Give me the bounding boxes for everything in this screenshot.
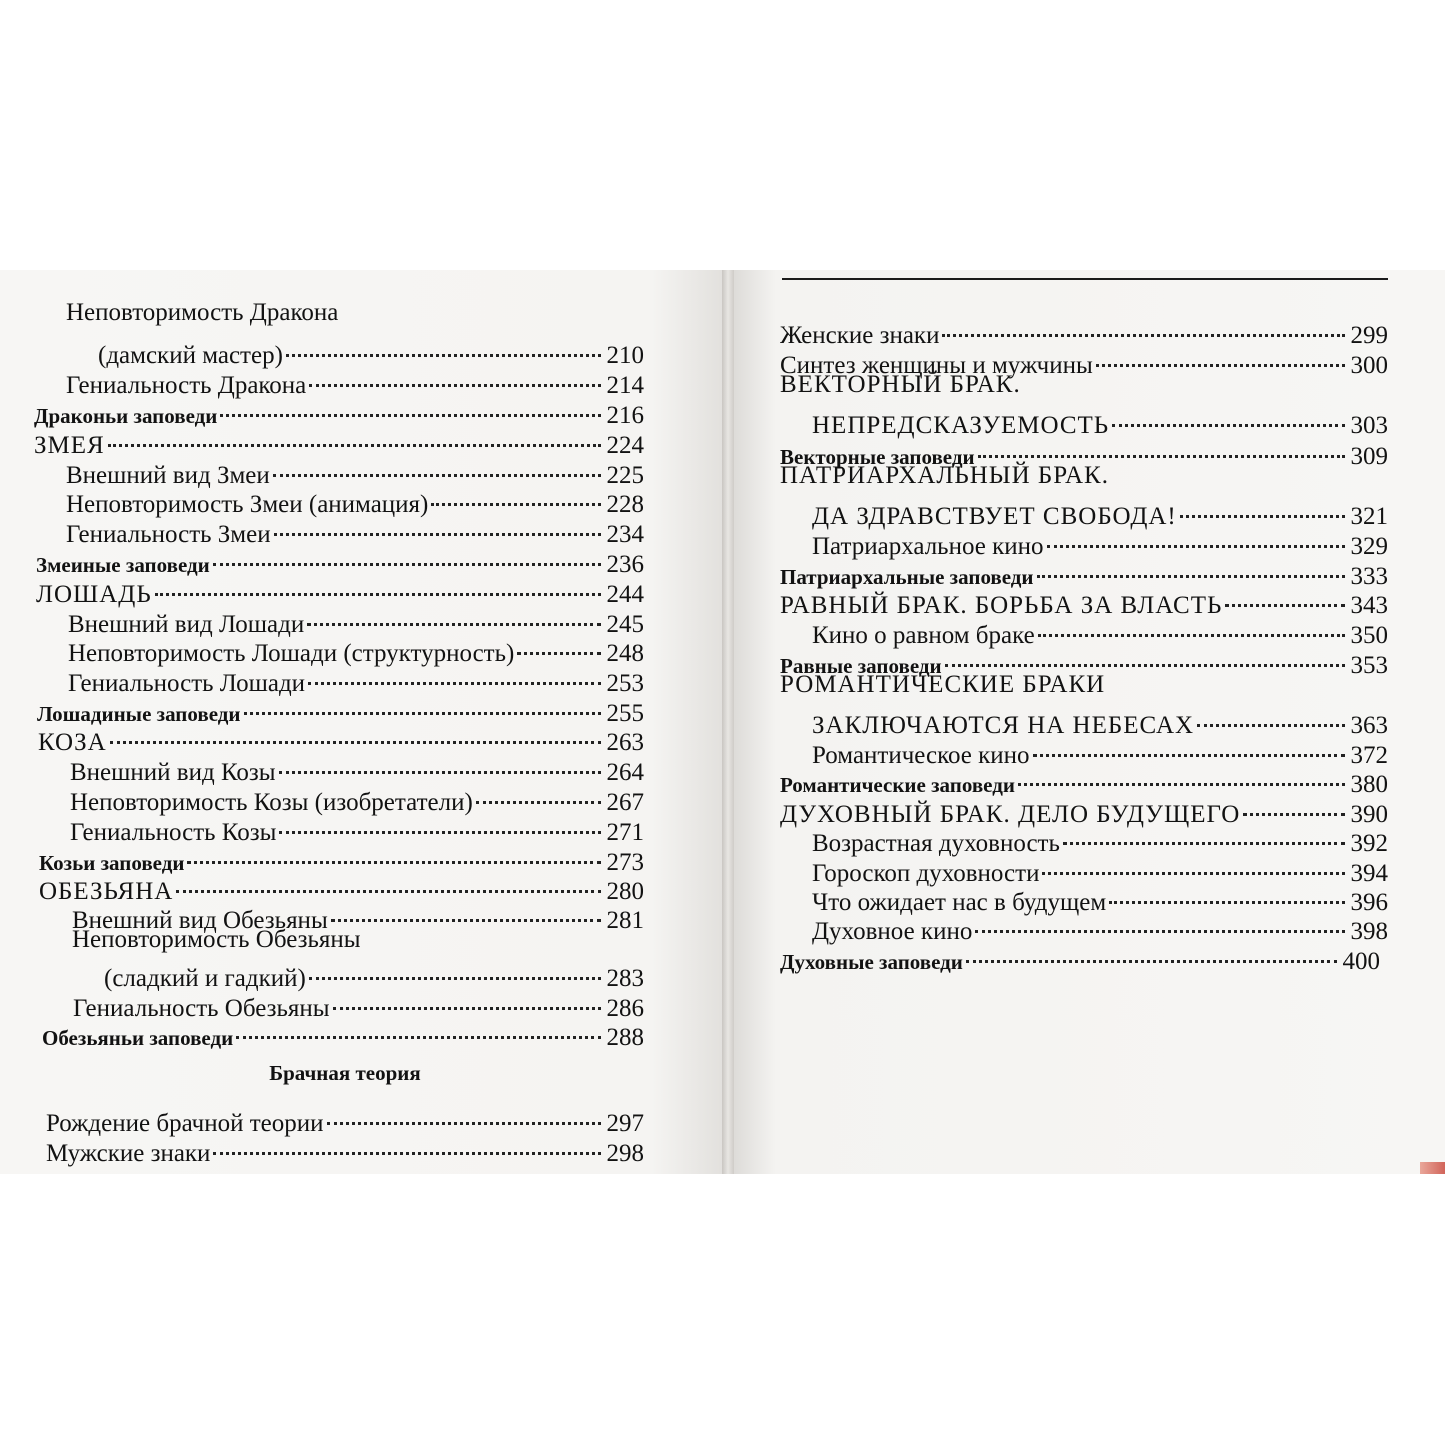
toc-entry: Рождение брачной теории 297 [46,1098,644,1128]
toc-entry: Синтез женщины и мужчины 300 [780,340,1388,370]
toc-entry: Кино о равном браке 350 [812,610,1388,640]
toc-entry-chapter: РАВНЫЙ БРАК. БОРЬБА ЗА ВЛАСТЬ 343 [780,580,1388,610]
toc-entry: Гениальность Козы 271 [70,807,644,837]
toc-entry-commandments: Змеиные заповеди 236 [36,539,644,569]
toc-line-chapter: ПАТРИАРХАЛЬНЫЙ БРАК. [780,462,1109,489]
toc-entry: Внешний вид Змеи 225 [66,450,644,480]
toc-entry: Что ожидает нас в будущем 396 [812,877,1388,907]
toc-entry: Гениальность Змеи 234 [66,509,644,539]
header-rule [782,278,1388,280]
toc-entry: Внешний вид Лошади 245 [68,599,644,629]
section-title: Брачная теория [269,1061,421,1085]
toc-entry-commandments: Драконьи заповеди 216 [34,390,644,420]
book-gutter [722,270,734,1174]
toc-line-dragon-uniqueness: Неповторимость Дракона [66,299,339,326]
toc-line-chapter: РОМАНТИЧЕСКИЕ БРАКИ [780,671,1106,698]
toc-entry: Мужские знаки 298 [46,1128,644,1158]
toc-entry-chapter: ЗАКЛЮЧАЮТСЯ НА НЕБЕСАХ 363 [812,700,1388,730]
toc-line-chapter: ВЕКТОРНЫЙ БРАК. [780,371,1021,398]
toc-entry: Гениальность Лошади 253 [68,658,644,688]
toc-entry-chapter: ДА ЗДРАВСТВУЕТ СВОБОДА! 321 [812,491,1388,521]
toc-entry: Неповторимость Лошади (структурность) 248 [68,628,644,658]
cover-edge [1420,1162,1445,1174]
toc-entry: Гениальность Дракона 214 [66,360,644,390]
toc-entry-commandments: Козьи заповеди 273 [39,837,644,867]
toc-entry: Духовное кино 398 [812,906,1388,936]
toc-entry: Гениальность Обезьяны 286 [73,983,644,1013]
toc-entry-commandments: Обезьяньи заповеди 288 [42,1012,644,1042]
toc-entry: Внешний вид Обезьяны 281 [72,895,644,925]
toc-entry: (сладкий и гадкий) 283 [104,953,644,983]
toc-entry-chapter: ЛОШАДЬ 244 [36,569,644,599]
toc-entry-commandments: Векторные заповеди 309 [780,431,1388,461]
toc-entry: Женские знаки 299 [780,310,1388,340]
toc-entry-commandments: Лошадиные заповеди 255 [37,688,644,718]
toc-entry-commandments: Равные заповеди 353 [780,640,1388,670]
toc-entry-commandments: Духовные заповеди 400 [780,936,1380,966]
toc-entry-commandments: Романтические заповеди 380 [780,759,1388,789]
toc-entry: (дамский мастер) 210 [98,330,644,360]
toc-entry: Внешний вид Козы 264 [70,747,644,777]
toc-entry-chapter: КОЗА 263 [38,717,644,747]
toc-entry-commandments: Патриархальные заповеди 333 [780,551,1388,581]
toc-entry-chapter: НЕПРЕДСКАЗУЕМОСТЬ 303 [812,400,1388,430]
toc-entry-chapter: ДУХОВНЫЙ БРАК. ДЕЛО БУДУЩЕГО 390 [780,789,1388,819]
toc-entry: Романтическое кино 372 [812,730,1388,760]
toc-entry-chapter: ЗМЕЯ 224 [34,420,644,450]
toc-entry: Патриархальное кино 329 [812,521,1388,551]
toc-line-monkey-uniqueness: Неповторимость Обезьяны [72,926,361,953]
toc-entry: Возрастная духовность 392 [812,818,1388,848]
toc-entry: Неповторимость Козы (изобретатели) 267 [70,777,644,807]
toc-entry: Гороскоп духовности 394 [812,848,1388,878]
toc-entry: Неповторимость Змеи (анимация) 228 [66,479,644,509]
toc-entry-chapter: ОБЕЗЬЯНА 280 [39,866,644,896]
